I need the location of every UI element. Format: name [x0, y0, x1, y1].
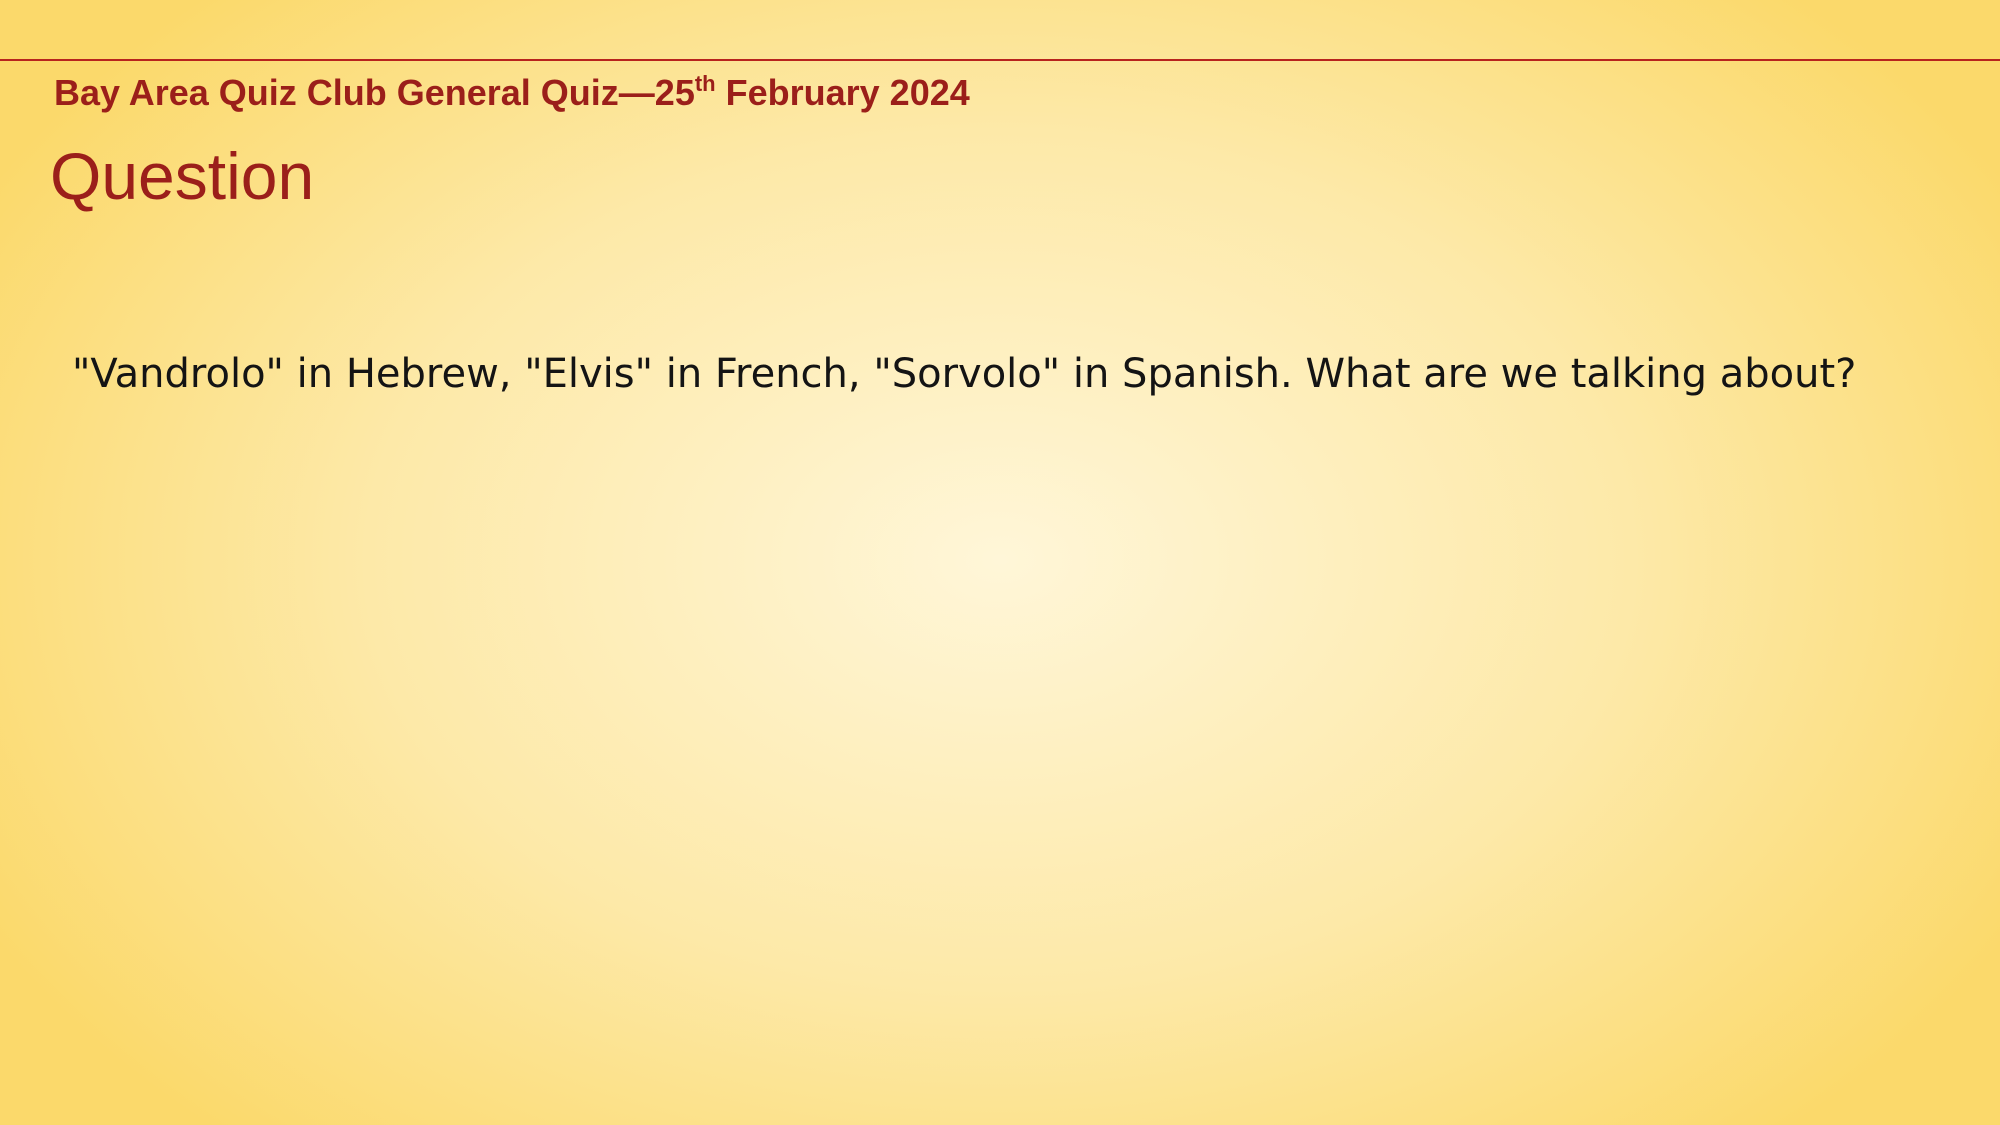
- quiz-title-suffix: February 2024: [715, 72, 970, 113]
- section-heading: Question: [50, 139, 315, 213]
- quiz-title-prefix: Bay Area Quiz Club General Quiz—25: [54, 72, 695, 113]
- header-divider: [0, 59, 2000, 61]
- question-text: "Vandrolo" in Hebrew, "Elvis" in French, "Sorvolo" in Spanish. What are we talking about?: [72, 351, 1857, 397]
- quiz-title: [54, 69, 970, 117]
- quiz-title-ordinal: th: [694, 71, 716, 96]
